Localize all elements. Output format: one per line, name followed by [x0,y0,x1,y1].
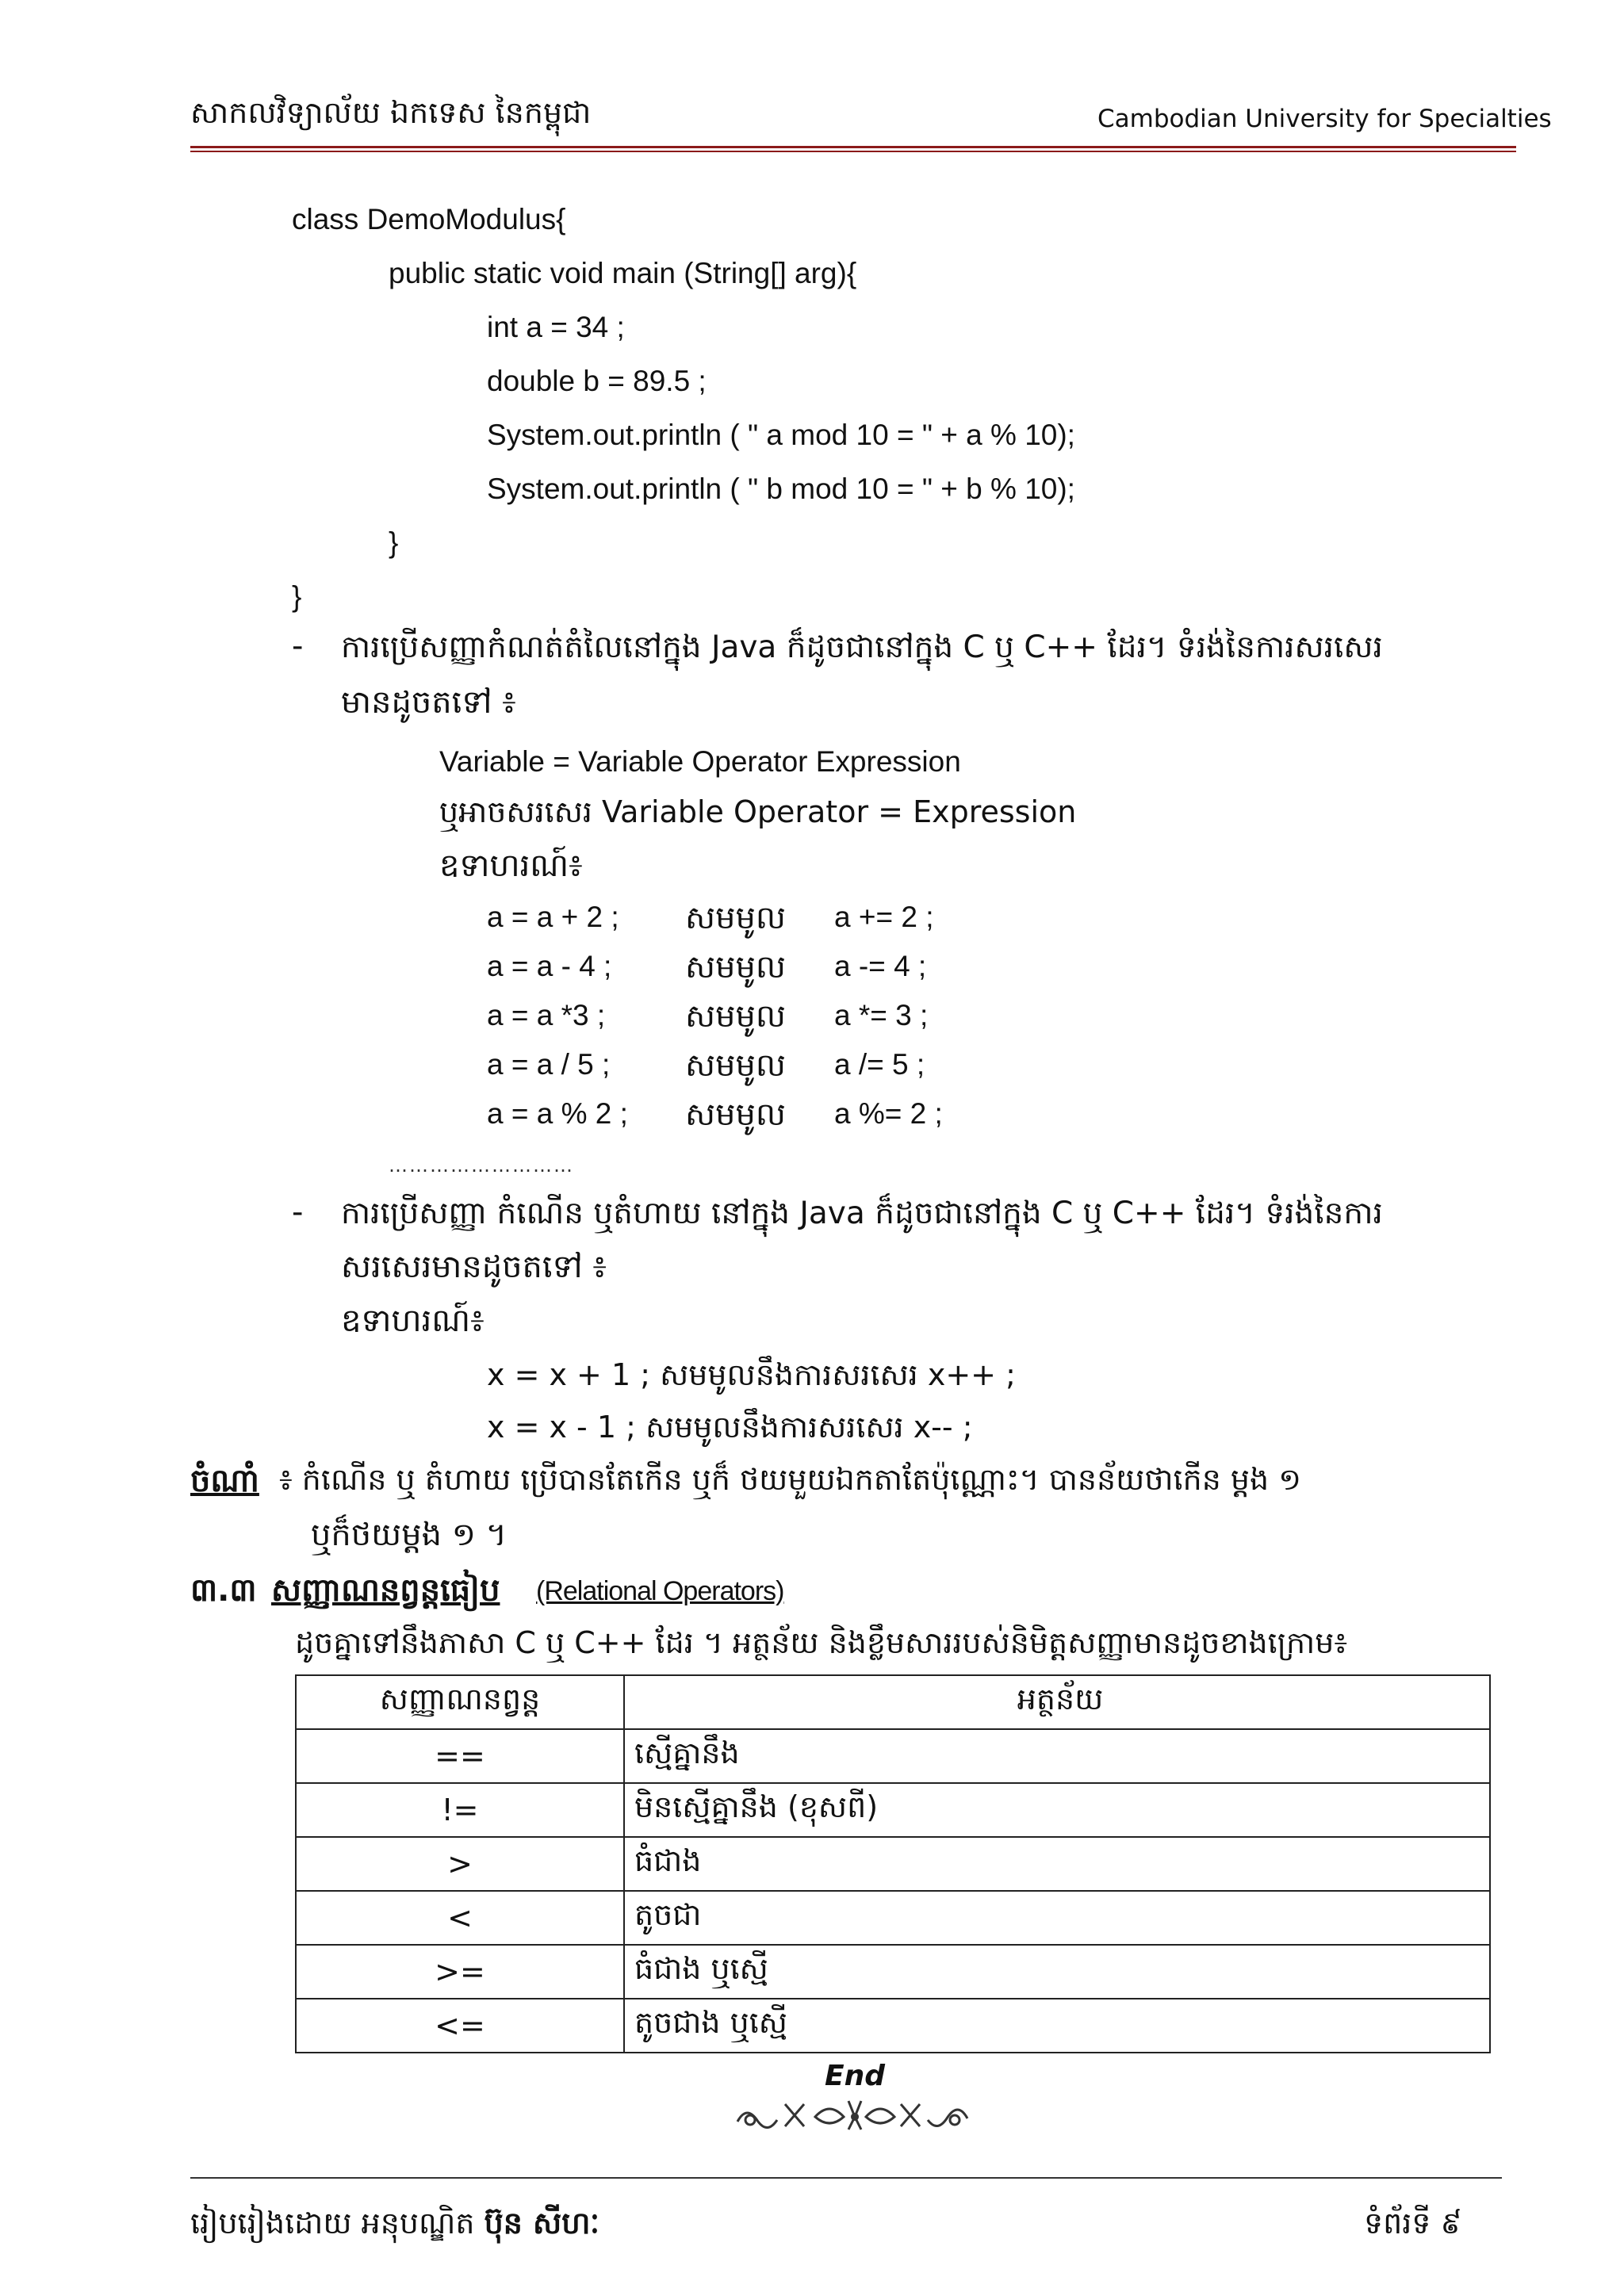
section-title: សញ្ញាណនព្វន្តធៀប [271,1572,500,1609]
table-row [296,1837,1490,1891]
table-row [296,1729,1490,1783]
code-line: double b = 89.5 ; [487,365,707,397]
operator-cell: == [296,1729,624,1783]
table-row [296,1999,1490,2053]
code-line: class DemoModulus{ [292,203,566,235]
decorative-ornament-icon [730,2093,975,2137]
assign-short: a /= 5 ; [834,1048,925,1081]
para2-line2: សរសេរមានដូចតទៅ ៖ [341,1249,607,1285]
example-label: ឧទាហរណ៍៖ [341,1303,485,1339]
meaning-cell: តូចជា [624,1891,1490,1945]
assign-expr: a = a *3 ; [487,999,606,1031]
table-row [296,1945,1490,1999]
header-university-english: Cambodian University for Specialties [1097,105,1552,133]
table-row [296,1891,1490,1945]
assign-short: a %= 2 ; [834,1097,943,1130]
operator-cell: < [296,1891,624,1945]
code-line: } [292,580,302,613]
para1-line2: មានដូចតទៅ ៖ [341,684,516,721]
increment-example: x = x + 1 ; សមមូលនឹងការសរសេរ x++ ; [487,1357,1016,1392]
relational-operators-table [295,1674,1491,2053]
para1-line1: ការប្រើសញ្ញាកំណត់តំលៃនៅក្នុង Java ក៏ដូចជានៅក្នុង C ឬ C++ ដែរ។ ទំរង់នៃការសរសេរ [341,629,1383,665]
dotted-separator: ……………………… [389,1154,574,1177]
syntax-line-2: ឬអាចសរសេរ Variable Operator = Expression [439,794,1077,829]
operator-cell: >= [296,1945,624,1999]
meaning-cell: ធំជាង [624,1837,1490,1891]
meaning-cell: តូចជាង ឬស្មើ [624,1999,1490,2053]
assign-equivalent: សមមូល [685,900,786,936]
footer-prefix: រៀបរៀងដោយ អនុបណ្ឌិត [190,2206,485,2241]
code-line: int a = 34 ; [487,311,625,343]
footer-rule [190,2177,1502,2179]
assign-expr: a = a + 2 ; [487,901,619,933]
para2-line1: ការប្រើសញ្ញា កំណើន ឬតំហាយ នៅក្នុង Java ក៏ដូចជានៅក្នុង C ឬ C++ ដែរ។ ទំរង់នៃការ [341,1196,1383,1231]
operator-cell: > [296,1837,624,1891]
code-line: System.out.println ( " b mod 10 = " + b % 10); [487,473,1075,505]
assign-short: a *= 3 ; [834,999,929,1031]
assign-equivalent: សមមូល [685,1096,786,1133]
note-line1: ៖ កំណើន ឬ តំហាយ ប្រើបានតែកើន ឬក៏ ថយមួយឯកតាតែប៉ុណ្ណោះ។ បានន័យថាកើន ម្តង ១ [279,1462,1301,1497]
example-label: ឧទាហរណ៍៖ [439,848,583,884]
section-number: ៣.៣ [190,1572,257,1609]
syntax-line-1: Variable = Variable Operator Expression [439,745,961,778]
code-line: public static void main (String[] arg){ [389,257,857,289]
operator-cell: <= [296,1999,624,2053]
assign-equivalent: សមមូល [685,949,786,985]
code-line: } [389,526,399,559]
footer-author-name: ប៊ុន សីហៈ [484,2206,600,2241]
table-header-row [296,1675,1490,1729]
assign-expr: a = a / 5 ; [487,1048,611,1081]
bullet-dash: - [292,1194,304,1230]
header-university-khmer: សាកលវិទ្យាល័យ ឯកទេស នៃកម្ពុជា [190,95,592,130]
assign-equivalent: សមមូល [685,998,786,1035]
header-rule-top [190,146,1516,148]
note-line2: ឬក៏ថយម្តង ១ ។ [311,1517,508,1553]
operator-cell: != [296,1783,624,1837]
table-header-meaning: អត្ថន័យ [624,1675,1490,1729]
decrement-example: x = x - 1 ; សមមូលនឹងការសរសេរ x-- ; [487,1410,973,1445]
assign-expr: a = a - 4 ; [487,950,612,982]
bullet-dash: - [292,628,304,664]
page-number: ទំព័រទី ៩ [1364,2206,1462,2241]
section-title-english: (Relational Operators) [536,1576,784,1606]
meaning-cell: ស្មើគ្នានឹង [624,1729,1490,1783]
assign-short: a -= 4 ; [834,950,927,982]
meaning-cell: មិនស្មើគ្នានឹង (ខុសពី) [624,1783,1490,1837]
assign-short: a += 2 ; [834,901,934,933]
note-label: ចំណាំ [190,1463,259,1499]
table-header-operator: សញ្ញាណនព្វន្ត [296,1675,624,1729]
section-intro: ដូចគ្នាទៅនឹងភាសា C ឬ C++ ដែរ ។ អត្ថន័យ និងខ្លឹមសាររបស់និមិត្តសញ្ញាមានដូចខាងក្រោម៖ [295,1625,1348,1660]
end-label: End [825,2060,885,2092]
meaning-cell: ធំជាង ឬស្មើ [624,1945,1490,1999]
assign-expr: a = a % 2 ; [487,1097,628,1130]
code-line: System.out.println ( " a mod 10 = " + a % 10); [487,419,1075,451]
assign-equivalent: សមមូល [685,1047,786,1084]
footer-author-line [190,2204,599,2248]
table-row [296,1783,1490,1837]
header-rule-bottom [190,151,1516,152]
